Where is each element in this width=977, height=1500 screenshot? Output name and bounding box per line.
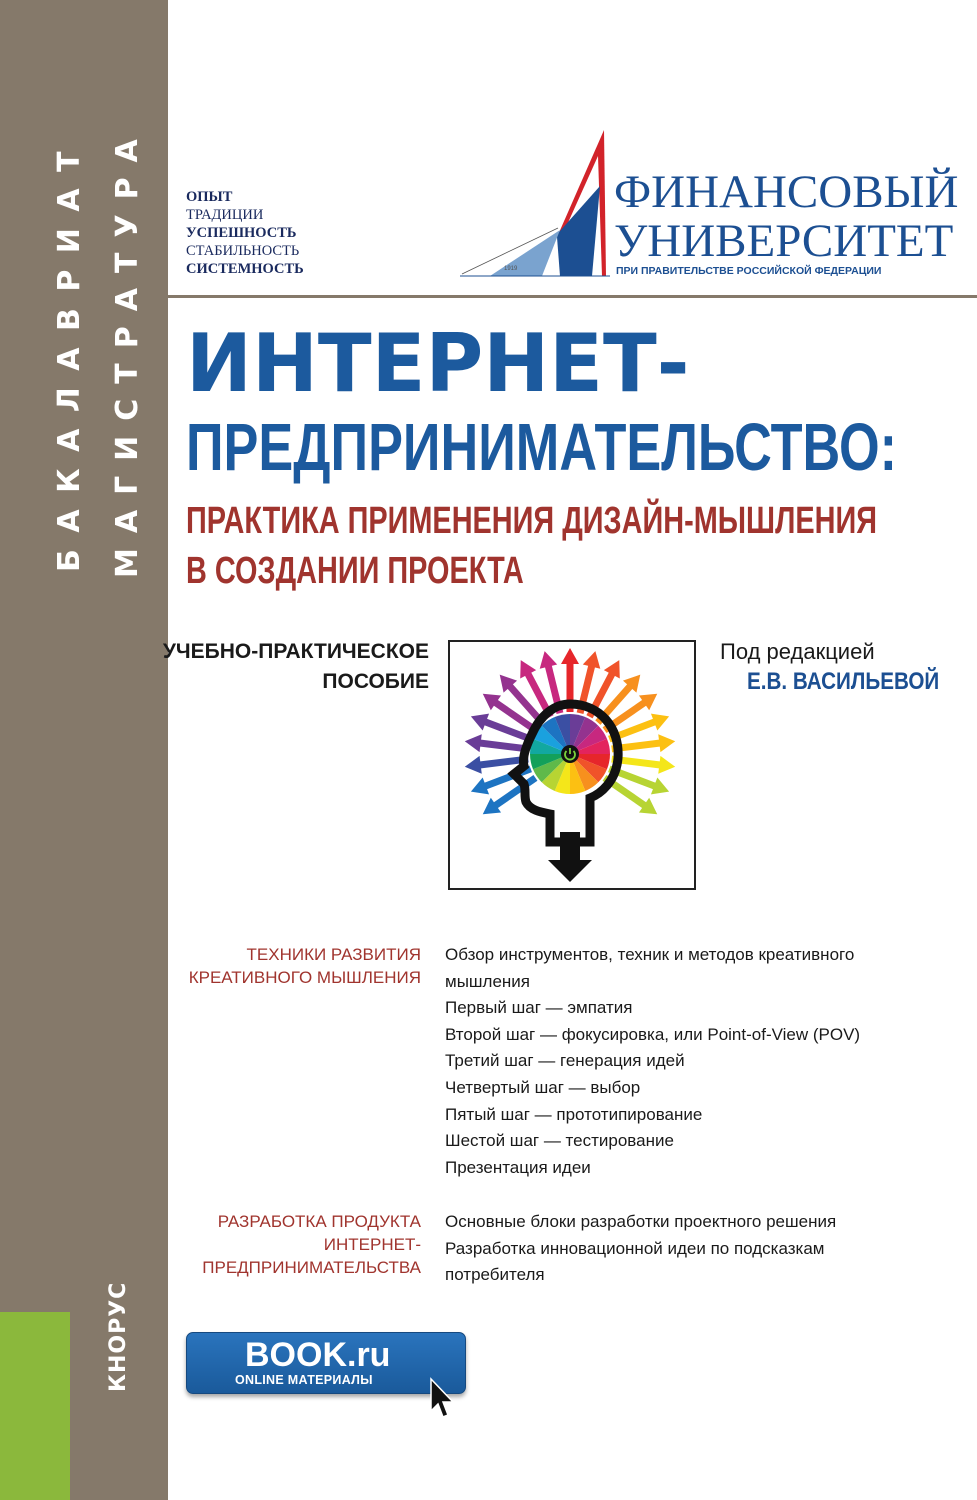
book-subtitle <box>186 496 877 596</box>
section-label-line: РАЗРАБОТКА ПРОДУКТА <box>217 1212 421 1231</box>
book-ru-sublabel: ONLINE МАТЕРИАЛЫ <box>235 1373 373 1387</box>
document-type-line: ПОСОБИЕ <box>322 670 429 693</box>
section-items-techniques <box>445 942 860 1181</box>
list-item: Основные блоки разработки проектного решения <box>445 1212 837 1231</box>
university-subtitle: ПРИ ПРАВИТЕЛЬСТВЕ РОССИЙСКОЙ ФЕДЕРАЦИИ <box>616 265 882 277</box>
list-item: Обзор инструментов, техник и методов креативного <box>445 945 855 964</box>
motto-line: СТАБИЛЬНОСТЬ <box>186 243 300 259</box>
university-name-line2: УНИВЕРСИТЕТ <box>614 215 954 267</box>
section-label-product <box>202 1210 421 1279</box>
series-label-bachelor: БАКАЛАВРИАТ <box>52 134 87 572</box>
header-divider <box>168 295 977 298</box>
logo-year: 1919 <box>504 266 518 272</box>
list-item: Третий шаг — генерация идей <box>445 1051 685 1071</box>
book-title-line1: ИНТЕРНЕТ- <box>186 317 690 410</box>
university-name <box>614 168 958 266</box>
spine-accent-block <box>0 1312 70 1500</box>
cover-illustration <box>448 640 696 890</box>
subtitle-line: ПРАКТИКА ПРИМЕНЕНИЯ ДИЗАЙН-МЫШЛЕНИЯ <box>186 500 877 542</box>
editor-label: Под редакцией <box>720 639 875 664</box>
document-type <box>163 637 429 697</box>
university-name-line1: ФИНАНСОВЫЙ <box>614 166 959 218</box>
list-item: Пятый шаг — прототипирование <box>445 1104 703 1124</box>
section-label-techniques <box>189 943 421 989</box>
list-item: Разработка инновационной идеи по подсказкам <box>445 1238 825 1258</box>
mouse-cursor-icon <box>429 1377 457 1423</box>
university-motto <box>186 188 304 278</box>
list-item: Презентация идеи <box>445 1157 591 1177</box>
list-item: Второй шаг — фокусировка, или Point-of-View (POV) <box>445 1024 861 1044</box>
editor-name: Е.В. ВАСИЛЬЕВОЙ <box>747 668 940 695</box>
book-ru-label: BOOK.ru <box>245 1336 391 1374</box>
list-item: Четвертый шаг — выбор <box>445 1077 641 1097</box>
motto-line: ТРАДИЦИИ <box>186 207 264 223</box>
motto-line: ОПЫТ <box>186 189 233 205</box>
list-item: мышления <box>445 971 531 991</box>
document-type-line: УЧЕБНО-ПРАКТИЧЕСКОЕ <box>162 640 429 663</box>
series-label-master: МАГИСТРАТУРА <box>110 124 145 578</box>
list-item: Шестой шаг — тестирование <box>445 1131 674 1151</box>
head-rainbow-icon <box>450 642 694 888</box>
motto-line: УСПЕШНОСТЬ <box>186 225 297 241</box>
section-label-line: ИНТЕРНЕТ- <box>323 1235 421 1254</box>
list-item: Первый шаг — эмпатия <box>445 998 633 1018</box>
publisher-label: КНОРУС <box>106 1281 131 1392</box>
book-title-line2: ПРЕДПРИНИМАТЕЛЬСТВО: <box>186 410 898 485</box>
subtitle-line: В СОЗДАНИИ ПРОЕКТА <box>186 550 524 592</box>
section-items-product <box>445 1209 836 1289</box>
section-label-line: ТЕХНИКИ РАЗВИТИЯ <box>246 945 421 964</box>
section-label-line: КРЕАТИВНОГО МЫШЛЕНИЯ <box>188 968 421 987</box>
motto-line: СИСТЕМНОСТЬ <box>186 261 304 277</box>
university-logo-icon <box>460 126 610 278</box>
section-label-line: ПРЕДПРИНИМАТЕЛЬСТВА <box>202 1258 421 1277</box>
book-ru-button[interactable] <box>186 1332 466 1394</box>
list-item: потребителя <box>445 1265 545 1285</box>
